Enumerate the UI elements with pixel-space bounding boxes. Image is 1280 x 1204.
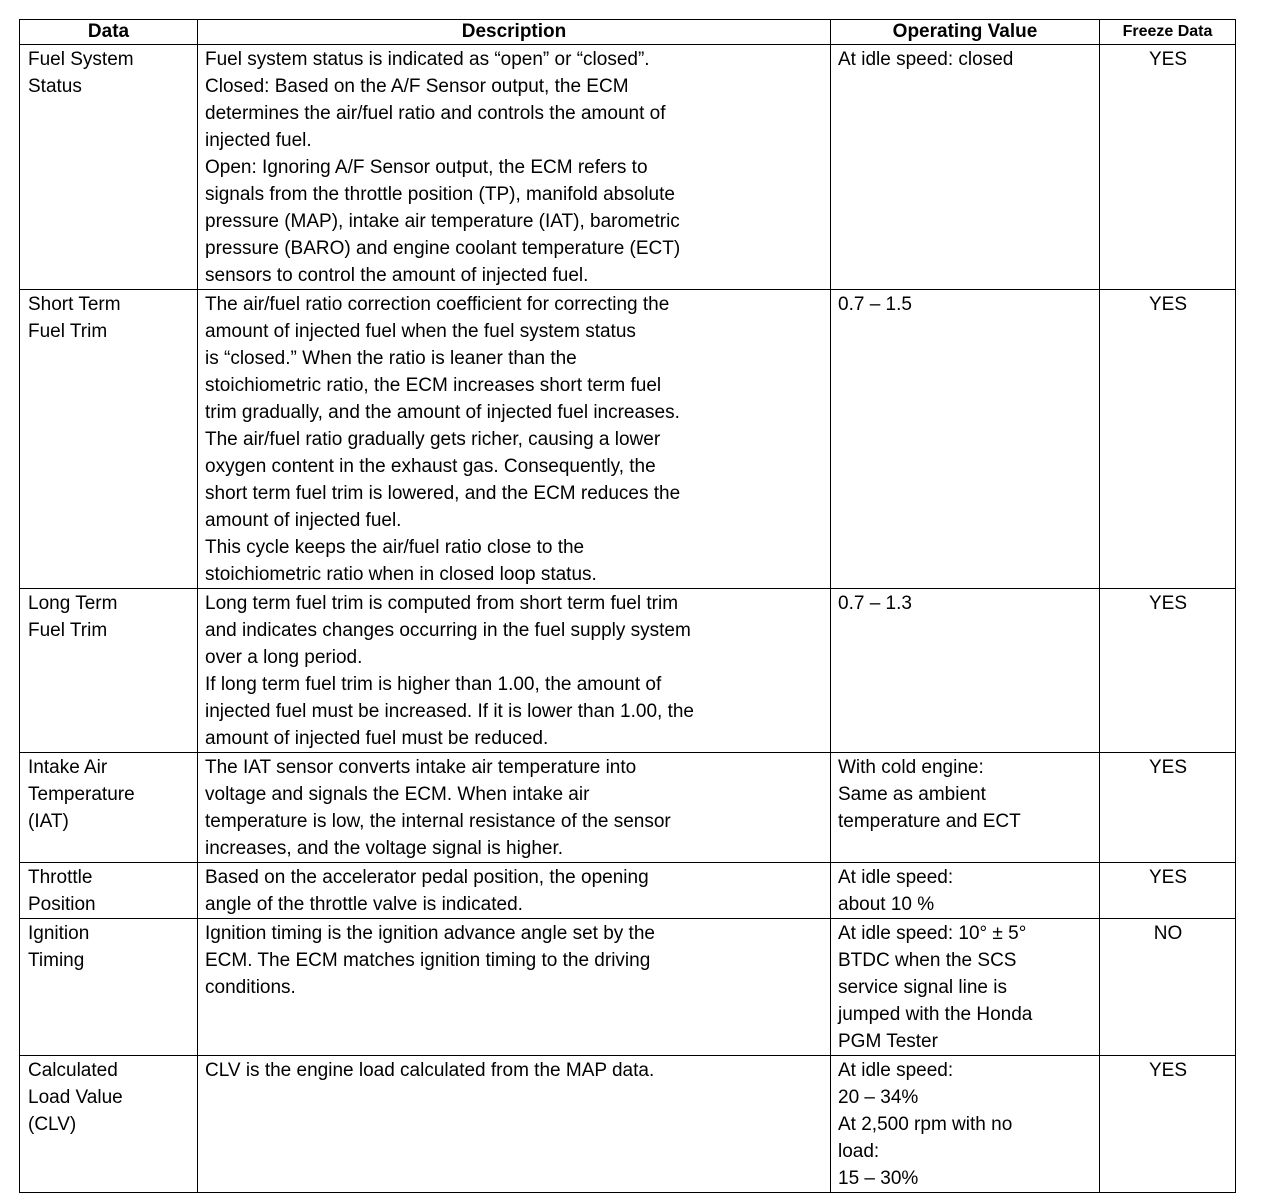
description-cell xyxy=(198,863,831,919)
description-line: temperature is low, the internal resistance of the sensor xyxy=(205,811,671,832)
freeze-data-cell xyxy=(1100,753,1236,863)
description-line: is “closed.” When the ratio is leaner than the xyxy=(205,348,577,369)
operating-value-line: PGM Tester xyxy=(838,1031,938,1052)
operating-value-line: about 10 % xyxy=(838,894,935,915)
data-name-line: Fuel System xyxy=(28,49,134,70)
operating-value-line: 0.7 – 1.3 xyxy=(838,593,912,614)
description-line: oxygen content in the exhaust gas. Consequently, the xyxy=(205,456,656,477)
description-line: Based on the accelerator pedal position, the opening xyxy=(205,867,649,888)
operating-value-line: jumped with the Honda xyxy=(838,1004,1033,1025)
table-row xyxy=(20,290,1236,589)
data-name-line: Fuel Trim xyxy=(28,620,108,641)
operating-value-line: load: xyxy=(838,1141,880,1162)
description-line: Fuel system status is indicated as “open” or “closed”. xyxy=(205,49,650,70)
freeze-data-value: YES xyxy=(1148,294,1188,315)
freeze-data-cell xyxy=(1100,919,1236,1056)
data-name-line: Temperature xyxy=(28,784,135,805)
operating-value-cell xyxy=(831,45,1100,290)
description-line: pressure (BARO) and engine coolant temperature (ECT) xyxy=(205,238,681,259)
header-description: Description xyxy=(198,20,831,45)
header-row xyxy=(20,20,1236,45)
data-name-line: Timing xyxy=(28,950,85,971)
table-row xyxy=(20,919,1236,1056)
description-line: This cycle keeps the air/fuel ratio close to the xyxy=(205,537,585,558)
data-name-line: Short Term xyxy=(28,294,121,315)
description-line: amount of injected fuel must be reduced. xyxy=(205,728,549,749)
operating-value-line: At idle speed: closed xyxy=(838,49,1014,70)
description-line: angle of the throttle valve is indicated. xyxy=(205,894,523,915)
data-table-sheet xyxy=(19,19,1235,1193)
description-line: and indicates changes occurring in the fuel supply system xyxy=(205,620,691,641)
description-line: increases, and the voltage signal is higher. xyxy=(205,838,564,859)
operating-value-cell xyxy=(831,753,1100,863)
description-line: The air/fuel ratio correction coefficient for correcting the xyxy=(205,294,670,315)
description-cell xyxy=(198,290,831,589)
description-line: over a long period. xyxy=(205,647,363,668)
description-line: If long term fuel trim is higher than 1.00, the amount of xyxy=(205,674,662,695)
description-line: stoichiometric ratio, the ECM increases short term fuel xyxy=(205,375,662,396)
operating-value-line: BTDC when the SCS xyxy=(838,950,1017,971)
freeze-data-cell xyxy=(1100,589,1236,753)
description-line: short term fuel trim is lowered, and the ECM reduces the xyxy=(205,483,681,504)
data-name-line: Status xyxy=(28,76,82,97)
header-freeze-data: Freeze Data xyxy=(1100,20,1236,45)
operating-value-line: At idle speed: xyxy=(838,1060,954,1081)
operating-value-line: At idle speed: xyxy=(838,867,954,888)
description-line: injected fuel must be increased. If it is lower than 1.00, the xyxy=(205,701,694,722)
freeze-data-value: YES xyxy=(1148,867,1188,888)
operating-value-line: 0.7 – 1.5 xyxy=(838,294,912,315)
header-data: Data xyxy=(20,20,198,45)
description-cell xyxy=(198,1056,831,1193)
data-name-line: Fuel Trim xyxy=(28,321,108,342)
freeze-data-value: YES xyxy=(1148,1060,1188,1081)
description-line: signals from the throttle position (TP), manifold absolute xyxy=(205,184,675,205)
header-operating-value: Operating Value xyxy=(831,20,1100,45)
operating-value-line: At idle speed: 10° ± 5° xyxy=(838,923,1027,944)
operating-value-line: temperature and ECT xyxy=(838,811,1021,832)
description-line: amount of injected fuel. xyxy=(205,510,402,531)
data-cell xyxy=(20,45,198,290)
description-line: sensors to control the amount of injected fuel. xyxy=(205,265,589,286)
description-line: determines the air/fuel ratio and controls the amount of xyxy=(205,103,666,124)
description-line: Open: Ignoring A/F Sensor output, the ECM refers to xyxy=(205,157,648,178)
data-name-line: Calculated xyxy=(28,1060,118,1081)
operating-value-cell xyxy=(831,919,1100,1056)
freeze-data-cell xyxy=(1100,45,1236,290)
data-name-line: Position xyxy=(28,894,96,915)
freeze-data-value: YES xyxy=(1148,757,1188,778)
operating-value-cell xyxy=(831,589,1100,753)
description-line: trim gradually, and the amount of injected fuel increases. xyxy=(205,402,680,423)
data-name-line: Ignition xyxy=(28,923,90,944)
description-line: ECM. The ECM matches ignition timing to the driving xyxy=(205,950,651,971)
freeze-data-table xyxy=(19,19,1236,1193)
description-cell xyxy=(198,919,831,1056)
operating-value-cell xyxy=(831,1056,1100,1193)
data-cell xyxy=(20,290,198,589)
table-body xyxy=(20,45,1236,1193)
description-line: stoichiometric ratio when in closed loop status. xyxy=(205,564,597,585)
description-line: Ignition timing is the ignition advance angle set by the xyxy=(205,923,655,944)
description-line: The air/fuel ratio gradually gets richer, causing a lower xyxy=(205,429,661,450)
freeze-data-cell xyxy=(1100,290,1236,589)
description-line: Long term fuel trim is computed from short term fuel trim xyxy=(205,593,679,614)
description-line: pressure (MAP), intake air temperature (IAT), barometric xyxy=(205,211,680,232)
freeze-data-value: YES xyxy=(1148,593,1188,614)
data-name-line: Long Term xyxy=(28,593,118,614)
table-row xyxy=(20,1056,1236,1193)
operating-value-cell xyxy=(831,863,1100,919)
description-line: amount of injected fuel when the fuel system status xyxy=(205,321,636,342)
operating-value-line: 15 – 30% xyxy=(838,1168,919,1189)
data-name-line: Throttle xyxy=(28,867,93,888)
operating-value-line: service signal line is xyxy=(838,977,1007,998)
freeze-data-value: NO xyxy=(1153,923,1183,944)
data-cell xyxy=(20,753,198,863)
description-line: injected fuel. xyxy=(205,130,312,151)
operating-value-line: At 2,500 rpm with no xyxy=(838,1114,1013,1135)
description-line: conditions. xyxy=(205,977,296,998)
operating-value-line: Same as ambient xyxy=(838,784,986,805)
freeze-data-cell xyxy=(1100,1056,1236,1193)
freeze-data-value: YES xyxy=(1148,49,1188,70)
table-row xyxy=(20,753,1236,863)
operating-value-line: With cold engine: xyxy=(838,757,984,778)
description-line: voltage and signals the ECM. When intake air xyxy=(205,784,590,805)
description-cell xyxy=(198,753,831,863)
data-cell xyxy=(20,1056,198,1193)
description-cell xyxy=(198,45,831,290)
table-row xyxy=(20,45,1236,290)
description-line: Closed: Based on the A/F Sensor output, the ECM xyxy=(205,76,629,97)
operating-value-cell xyxy=(831,290,1100,589)
data-cell xyxy=(20,863,198,919)
description-line: CLV is the engine load calculated from the MAP data. xyxy=(205,1060,655,1081)
operating-value-line: 20 – 34% xyxy=(838,1087,919,1108)
table-row xyxy=(20,863,1236,919)
freeze-data-cell xyxy=(1100,863,1236,919)
data-name-line: Load Value xyxy=(28,1087,123,1108)
data-cell xyxy=(20,589,198,753)
description-cell xyxy=(198,589,831,753)
description-line: The IAT sensor converts intake air temperature into xyxy=(205,757,637,778)
data-cell xyxy=(20,919,198,1056)
data-name-line: (IAT) xyxy=(28,811,69,832)
table-row xyxy=(20,589,1236,753)
data-name-line: (CLV) xyxy=(28,1114,77,1135)
data-name-line: Intake Air xyxy=(28,757,108,778)
